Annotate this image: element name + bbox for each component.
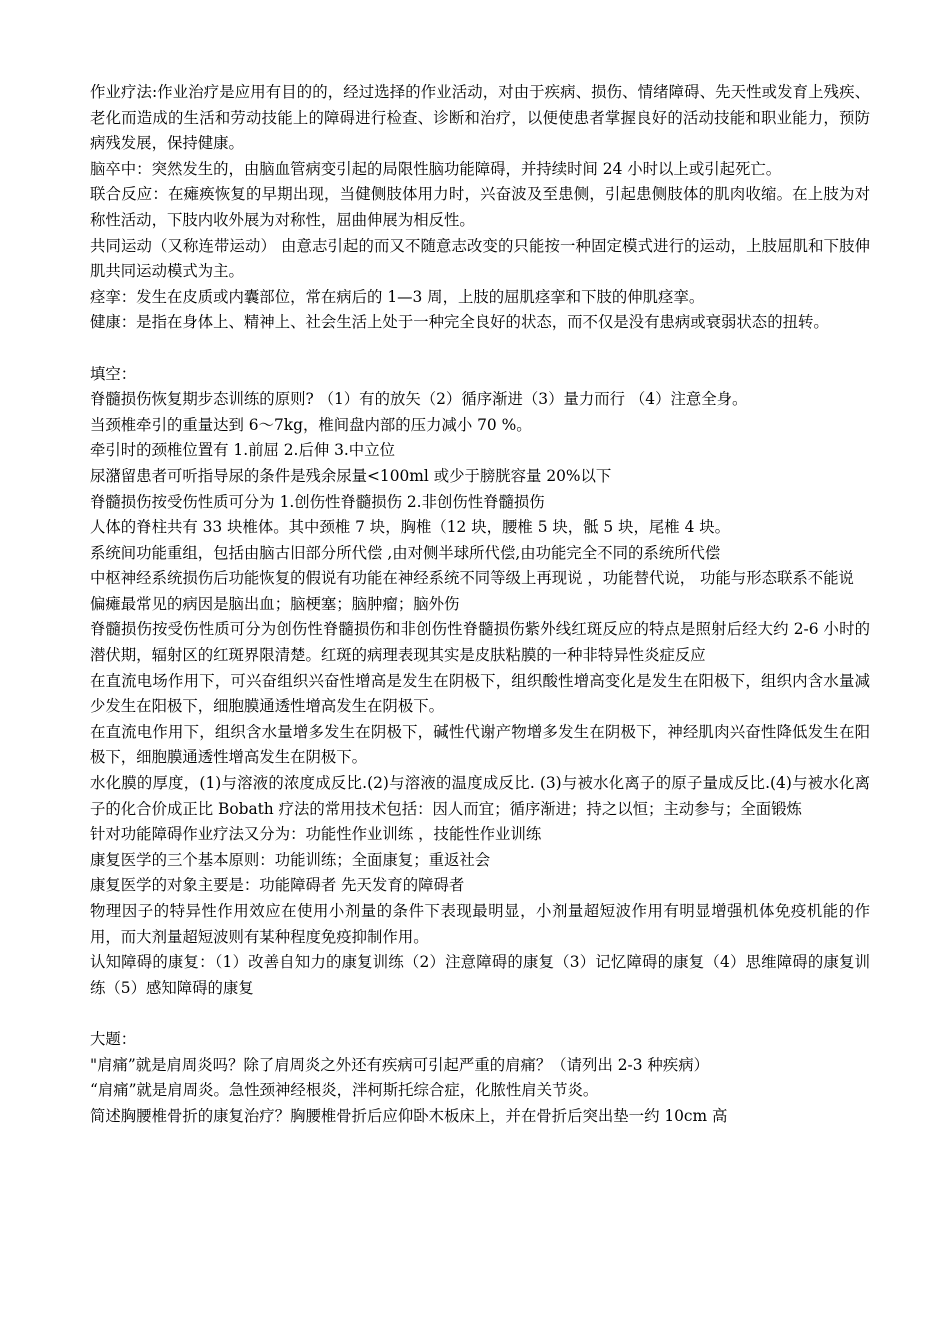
fill-blank-item: 水化膜的厚度，(1)与溶液的浓度成反比.(2)与溶液的温度成反比. (3)与被水化离子的原子量成反比.(4)与被水化离子的化合价成正比 Bobath 疗法的常用技术包括：因人而宜；循序渐进；持之以恒；主动参与；全面锻炼 bbox=[90, 774, 870, 818]
definition-paragraph: 健康：是指在身体上、精神上、社会生活上处于一种完全良好的状态，而不仅是没有患病或衰弱状态的扭转。 bbox=[90, 313, 829, 332]
fill-blank-item: 认知障碍的康复：（1）改善自知力的康复训练（2）注意障碍的康复（3）记忆障碍的康复（4）思维障碍的康复训练（5）感知障碍的康复 bbox=[90, 953, 870, 997]
fill-blank-item: 在直流电作用下，组织含水量增多发生在阴极下，碱性代谢产物增多发生在阴极下，神经肌肉兴奋性降低发生在阳极下，细胞膜通透性增高发生在阴极下。 bbox=[90, 722, 870, 767]
definition-paragraph: 痉挛：发生在皮质或内囊部位，常在病后的 1—3 周，上肢的屈肌痉挛和下肢的伸肌痉挛。 bbox=[90, 287, 705, 306]
fill-blank-item: 脊髓损伤恢复期步态训练的原则? （1）有的放矢（2）循序渐进（3）量力而行 （4）注意全身。 bbox=[90, 390, 748, 409]
fill-blank-item: 康复医学的三个基本原则：功能训练；全面康复；重返社会 bbox=[90, 850, 491, 869]
fill-blank-item: 在直流电场作用下，可兴奋组织兴奋性增高是发生在阴极下，组织酸性增高变化是发生在阳极下，组织内含水量减少发生在阳极下，细胞膜通透性增高发生在阴极下。 bbox=[90, 671, 870, 716]
fill-blank-item: 偏瘫最常见的病因是脑出血；脑梗塞；脑肿瘤；脑外伤 bbox=[90, 594, 460, 613]
essay-item: "肩痛”就是肩周炎吗？除了肩周炎之外还有疾病可引起严重的肩痛？（请列出 2-3 种疾病） bbox=[90, 1055, 709, 1074]
definition-paragraph: 脑卒中：突然发生的，由脑血管病变引起的局限性脑功能障碍，并持续时间 24 小时以上或引起死亡。 bbox=[90, 159, 782, 178]
definition-paragraph: 作业疗法:作业治疗是应用有目的的，经过选择的作业活动，对由于疾病、损伤、情绪障碍、先天性或发育上残疾、老化而造成的生活和劳动技能上的障碍进行检查、诊断和治疗，以便使患者掌握良好的活动技能和职业能力，预防病残发展，保持健康。 bbox=[90, 83, 870, 153]
document-page bbox=[90, 80, 870, 1129]
fill-blank-item: 康复医学的对象主要是：功能障碍者 先天发育的障碍者 bbox=[90, 876, 465, 895]
fill-blank-item: 人体的脊柱共有 33 块椎体。其中颈椎 7 块，胸椎（12 块，腰椎 5 块，骶 5 块，尾椎 4 块。 bbox=[90, 518, 731, 537]
definition-paragraph: 共同运动（又称连带运动） 由意志引起的而又不随意志改变的只能按一种固定模式进行的运动，上肢屈肌和下肢伸肌共同运动模式为主。 bbox=[90, 236, 870, 281]
fill-blank-item: 物理因子的特异性作用效应在使用小剂量的条件下表现最明显，小剂量超短波作用有明显增强机体免疫机能的作用，而大剂量超短波则有某种程度免疫抑制作用。 bbox=[90, 902, 870, 946]
definition-paragraph: 联合反应：在瘫痪恢复的早期出现，当健侧肢体用力时，兴奋波及至患侧，引起患侧肢体的肌肉收缩。在上肢为对称性活动，下肢内收外展为对称性，屈曲伸展为相反性。 bbox=[90, 185, 870, 229]
section-heading-essay: 大题： bbox=[90, 1029, 137, 1048]
blank-line bbox=[90, 336, 870, 362]
fill-blank-item: 针对功能障碍作业疗法又分为：功能性作业训练 ，技能性作业训练 bbox=[90, 825, 542, 844]
fill-blank-item: 当颈椎牵引的重量达到 6～7kg，椎间盘内部的压力减小 70 %。 bbox=[90, 415, 532, 434]
section-heading-fill-blank: 填空： bbox=[90, 364, 137, 383]
essay-item: 简述胸腰椎骨折的康复治疗？胸腰椎骨折后应仰卧木板床上，并在骨折后突出垫一约 10cm 高 bbox=[90, 1106, 728, 1125]
fill-blank-item: 牵引时的颈椎位置有 1.前屈 2.后伸 3.中立位 bbox=[90, 441, 395, 460]
fill-blank-item: 系统间功能重组，包括由脑古旧部分所代偿 ,由对侧半球所代偿,由功能完全不同的系统所代偿 bbox=[90, 543, 721, 562]
essay-item: “肩痛”就是肩周炎。急性颈神经根炎，泮柯斯托综合症，化脓性肩关节炎。 bbox=[90, 1081, 599, 1100]
fill-blank-item: 脊髓损伤按受伤性质可分为 1.创伤性脊髓损伤 2.非创伤性脊髓损伤 bbox=[90, 492, 545, 511]
fill-blank-item: 中枢神经系统损伤后功能恢复的假说有功能在神经系统不同等级上再现说 ，功能替代说， 功能与形态联系不能说 bbox=[90, 569, 854, 588]
fill-blank-item: 脊髓损伤按受伤性质可分为创伤性脊髓损伤和非创伤性脊髓损伤紫外线红斑反应的特点是照射后经大约 2-6 小时的潜伏期，辐射区的红斑界限清楚。红斑的病理表现其实是皮肤粘膜的一种非特异性炎症反应 bbox=[90, 620, 870, 665]
blank-line bbox=[90, 1001, 870, 1027]
fill-blank-item: 尿潴留患者可听指导尿的条件是残余尿量<100ml 或少于膀胱容量 20%以下 bbox=[90, 466, 612, 485]
